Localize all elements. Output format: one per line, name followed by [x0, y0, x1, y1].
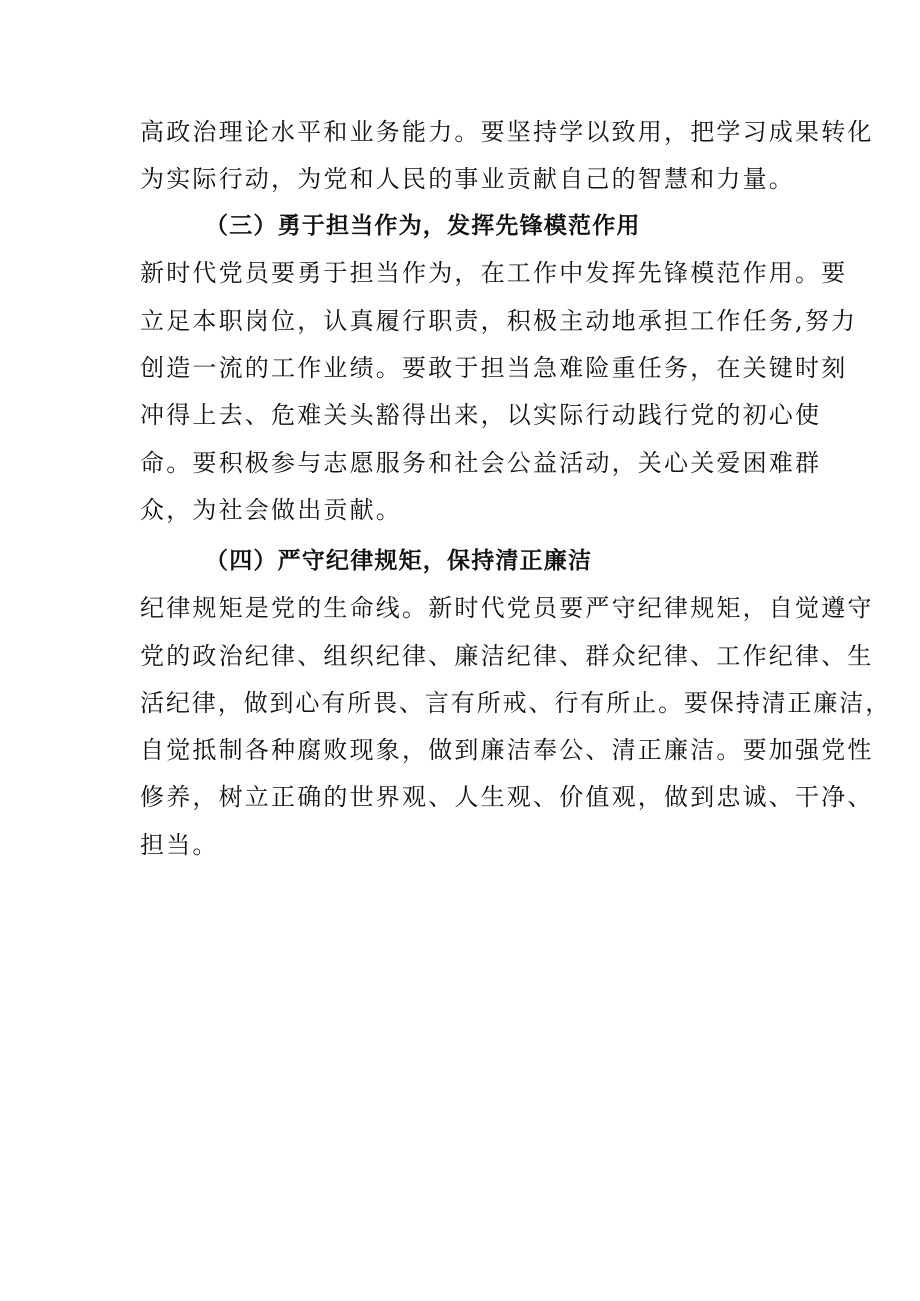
section-4-line-1: 纪律规矩是党的生命线。新时代党员要严守纪律规矩，自觉遵守 [140, 594, 874, 622]
section-3-line-6: 众，为社会做出贡献。 [140, 496, 402, 524]
section-3-line-2: 立足本职岗位，认真履行职责，积极主动地承担工作任务,努力 [140, 307, 858, 335]
section-3-line-5: 命。要积极参与志愿服务和社会公益活动，关心关爱困难群 [140, 449, 822, 477]
section-3-line-4: 冲得上去、危难关头豁得出来，以实际行动践行党的初心使 [140, 401, 822, 429]
section-4-line-4: 自觉抵制各种腐败现象，做到廉洁奉公、清正廉洁。要加强党性 [140, 736, 874, 764]
section-4-heading: （四）严守纪律规矩，保持清正廉洁 [205, 547, 593, 574]
section-3-heading: （三）勇于担当作为，发挥先锋模范作用 [205, 212, 641, 239]
section-4-line-5: 修养，树立正确的世界观、人生观、价值观，做到忠诚、干净、 [140, 783, 874, 811]
section-3-line-1: 新时代党员要勇于担当作为，在工作中发挥先锋模范作用。要 [140, 259, 848, 287]
intro-line-1: 高政治理论水平和业务能力。要坚持学以致用，把学习成果转化 [140, 118, 874, 146]
section-4-line-6: 担当。 [140, 831, 219, 859]
intro-line-2: 为实际行动，为党和人民的事业贡献自己的智慧和力量。 [140, 165, 795, 193]
section-4-line-2: 党的政治纪律、组织纪律、廉洁纪律、群众纪律、工作纪律、生 [140, 642, 874, 670]
section-3-line-3: 创造一流的工作业绩。要敢于担当急难险重任务，在关键时刻 [140, 354, 848, 382]
section-4-line-3: 活纪律，做到心有所畏、言有所戒、行有所止。要保持清正廉洁， [140, 689, 892, 717]
